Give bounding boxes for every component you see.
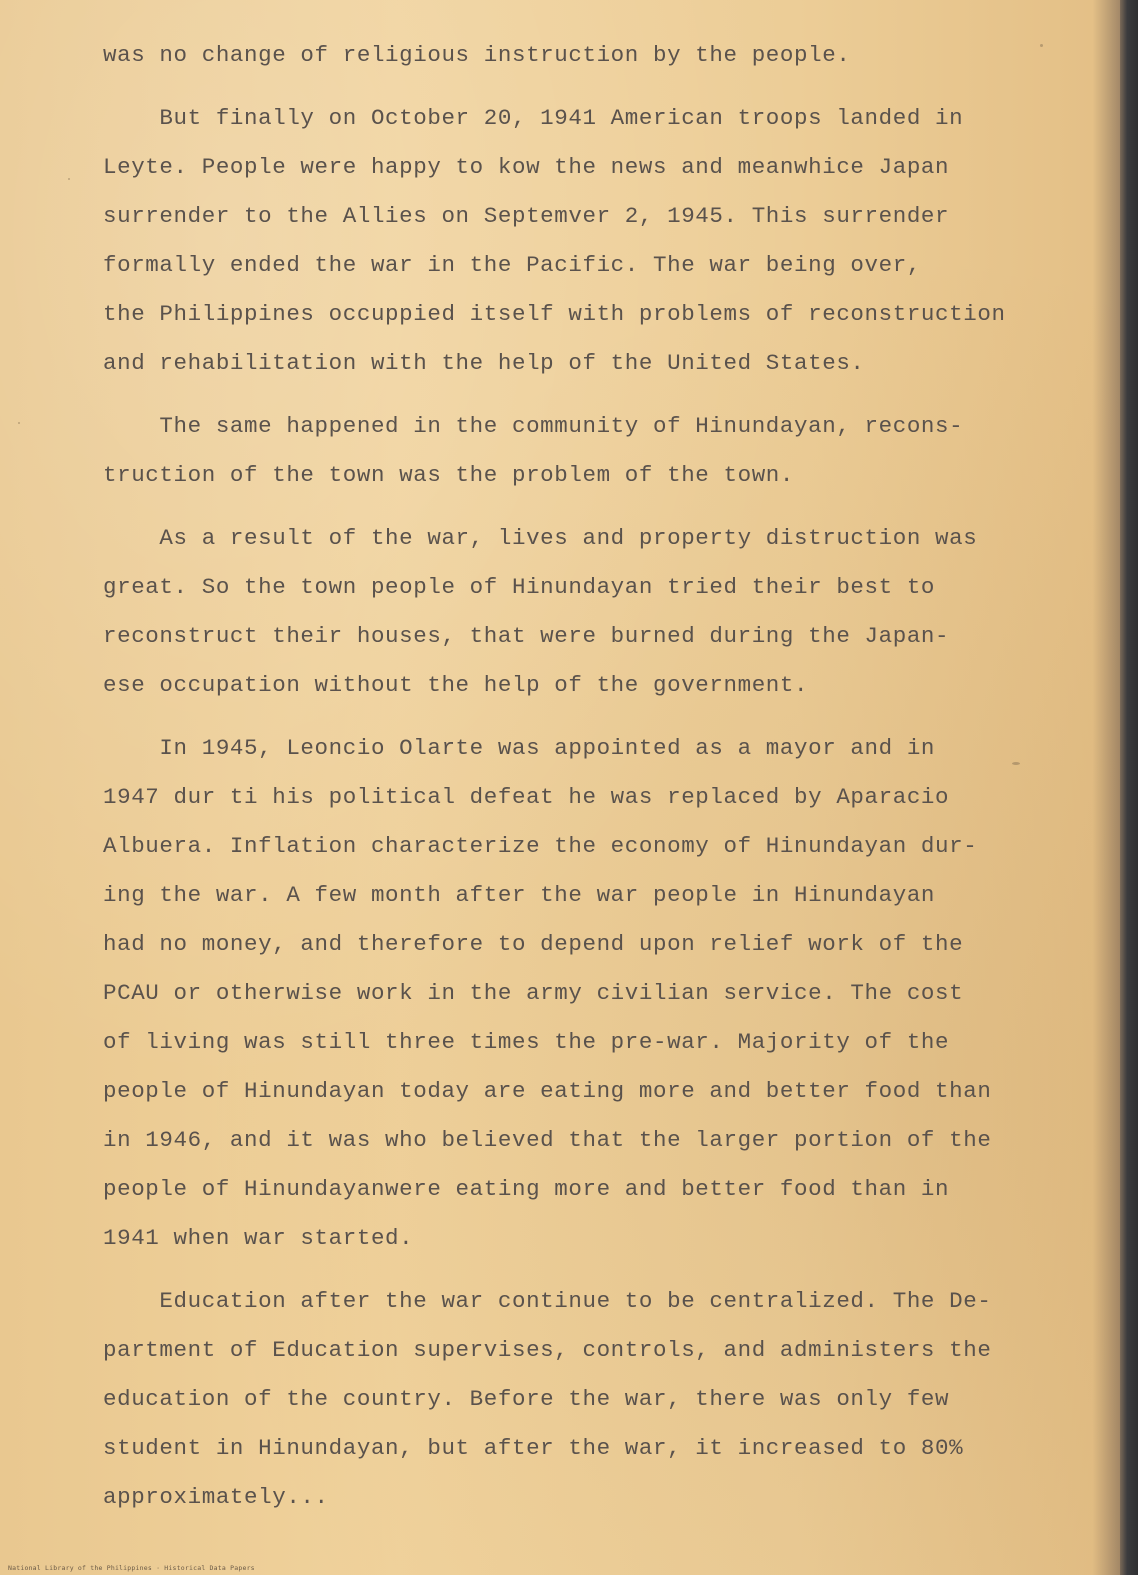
scanner-edge bbox=[1120, 0, 1138, 1575]
text-line-15: 1947 dur ti his political defeat he was replaced by Aparacio bbox=[103, 784, 950, 810]
text-line-5: formally ended the war in the Pacific. The war being over, bbox=[103, 252, 921, 278]
text-line-25: Education after the war continue to be centralized. The De- bbox=[103, 1288, 992, 1314]
text-line-27: education of the country. Before the war, there was only few bbox=[103, 1386, 950, 1412]
text-line-28: student in Hinundayan, but after the war, it increased to 80% bbox=[103, 1435, 964, 1461]
text-line-4: surrender to the Allies on Septemver 2, 1945. This surrender bbox=[103, 203, 950, 229]
text-line-13: ese occupation without the help of the government. bbox=[103, 672, 809, 698]
text-line-23: people of Hinundayanwere eating more and better food than in bbox=[103, 1176, 950, 1202]
typed-text-body bbox=[103, 31, 1113, 1522]
text-line-12: reconstruct their houses, that were burned during the Japan- bbox=[103, 623, 950, 649]
scan-footer-caption: National Library of the Philippines · Historical Data Papers bbox=[8, 1564, 255, 1572]
text-line-18: had no money, and therefore to depend upon relief work of the bbox=[103, 931, 964, 957]
text-line-24: 1941 when war started. bbox=[103, 1225, 414, 1251]
text-line-2: But finally on October 20, 1941 American troops landed in bbox=[103, 105, 964, 131]
text-line-21: people of Hinundayan today are eating more and better food than bbox=[103, 1078, 992, 1104]
text-line-6: the Philippines occuppied itself with problems of reconstruction bbox=[103, 301, 1006, 327]
text-line-14: In 1945, Leoncio Olarte was appointed as a mayor and in bbox=[103, 735, 936, 761]
text-line-9: truction of the town was the problem of the town. bbox=[103, 462, 795, 488]
text-line-3: Leyte. People were happy to kow the news and meanwhice Japan bbox=[103, 154, 950, 180]
text-line-26: partment of Education supervises, controls, and administers the bbox=[103, 1337, 992, 1363]
text-line-11: great. So the town people of Hinundayan tried their best to bbox=[103, 574, 936, 600]
text-line-7: and rehabilitation with the help of the United States. bbox=[103, 350, 865, 376]
paper-speck bbox=[68, 178, 70, 180]
paper-speck bbox=[18, 422, 20, 424]
text-line-19: PCAU or otherwise work in the army civilian service. The cost bbox=[103, 980, 964, 1006]
text-line-22: in 1946, and it was who believed that the larger portion of the bbox=[103, 1127, 992, 1153]
text-line-1: was no change of religious instruction by the people. bbox=[103, 42, 851, 68]
text-line-10: As a result of the war, lives and property distruction was bbox=[103, 525, 978, 551]
text-line-16: Albuera. Inflation characterize the economy of Hinundayan dur- bbox=[103, 833, 978, 859]
text-line-20: of living was still three times the pre-war. Majority of the bbox=[103, 1029, 950, 1055]
text-line-17: ing the war. A few month after the war people in Hinundayan bbox=[103, 882, 936, 908]
text-line-29: approximately... bbox=[103, 1484, 329, 1510]
text-line-8: The same happened in the community of Hinundayan, recons- bbox=[103, 413, 964, 439]
